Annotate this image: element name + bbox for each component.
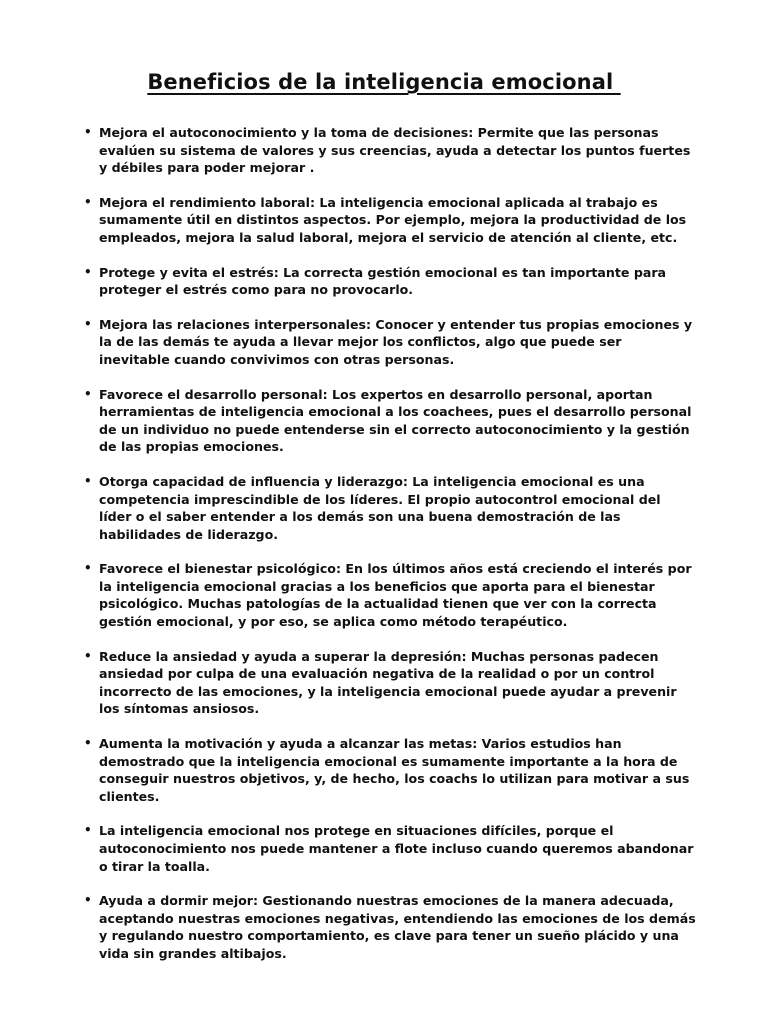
bullet-icon: • (84, 316, 92, 331)
list-item-text: Aumenta la motivación y ayuda a alcanzar las metas: Varios estudios han demostrado que la inteligencia emocional es sumamente importante a la hora de conseguir nuestros objetivos, y, de hecho, los coachs lo utilizan para motivar a sus clientes. (99, 736, 690, 804)
page-title: Beneficios de la inteligencia emocional (147, 70, 621, 94)
list-item (84, 264, 696, 299)
bullet-icon: • (84, 125, 92, 139)
list-item (84, 822, 696, 875)
bullet-icon: • (84, 823, 92, 838)
bullet-icon: • (84, 648, 92, 663)
list-item-text: Favorece el desarrollo personal: Los expertos en desarrollo personal, aportan herramientas de inteligencia emocional a los coachees, pues el desarrollo personal de un individuo no puede entenderse sin el correcto autoconocimiento y la gestión de las propias emociones. (99, 386, 692, 455)
bullet-icon: • (84, 893, 92, 908)
list-item-text: Ayuda a dormir mejor: Gestionando nuestras emociones de la manera adecuada, aceptando nuestras emociones negativas, entendiendo las emociones de los demás y regulando nuestro comportamiento, es clave para tener un sueño plácido y una vida sin grandes altibajos. (99, 893, 696, 961)
list-item (84, 735, 696, 805)
list-item (84, 892, 696, 962)
list-item (84, 473, 696, 543)
list-item-text: Protege y evita el estrés: La correcta gestión emocional es tan importante para proteger el estrés como para no provocarlo. (99, 264, 667, 298)
bullet-icon: • (84, 386, 92, 401)
list-item-text: Mejora las relaciones interpersonales: Conocer y entender tus propias emociones y la de las demás te ayuda a llevar mejor los conflictos, algo que puede ser inevitable cuando convivimos con otras personas. (99, 316, 693, 367)
list-item-text: Reduce la ansiedad y ayuda a superar la depresión: Muchas personas padecen ansiedad por culpa de una evaluación negativa de la realidad o por un control incorrecto de las emociones, y la inteligencia emocional puede ayudar a prevenir los síntomas ansiosos. (99, 648, 677, 717)
list-item-text: La inteligencia emocional nos protege en situaciones difíciles, porque el autoconocimiento nos puede mantener a flote incluso cuando queremos abandonar o tirar la toalla. (99, 823, 694, 874)
list-item (84, 560, 696, 630)
bullet-icon: • (84, 194, 92, 209)
benefits-list (84, 124, 696, 980)
bullet-icon: • (84, 736, 92, 751)
bullet-icon: • (84, 473, 92, 488)
list-item (84, 386, 696, 456)
list-item-text: Mejora el rendimiento laboral: La inteligencia emocional aplicada al trabajo es sumamente útil en distintos aspectos. Por ejemplo, mejora la productividad de los empleados, mejora la salud laboral, mejora el servicio de atención al cliente, etc. (99, 194, 687, 245)
list-item-text: Favorece el bienestar psicológico: En los últimos años está creciendo el interés por la inteligencia emocional gracias a los beneficios que aporta para el bienestar psicológico. Muchas patologías de la actualidad tienen que ver con la correcta gestión emocional, y por eso, se aplica como método terapéutico. (99, 561, 692, 630)
list-item (84, 316, 696, 369)
list-item (84, 194, 696, 247)
bullet-icon: • (84, 264, 92, 279)
bullet-icon: • (84, 561, 92, 576)
list-item-text: Otorga capacidad de influencia y liderazgo: La inteligencia emocional es una competencia imprescindible de los líderes. El propio autocontrol emocional del líder o el saber entender a los demás son una buena demostración de las habilidades de liderazgo. (99, 473, 661, 542)
list-item (84, 648, 696, 718)
list-item (84, 124, 696, 177)
list-item-text: Mejora el autoconocimiento y la toma de decisiones: Permite que las personas evalúen su sistema de valores y sus creencias, ayuda a detectar los puntos fuertes y débiles para poder mejorar . (99, 125, 691, 176)
